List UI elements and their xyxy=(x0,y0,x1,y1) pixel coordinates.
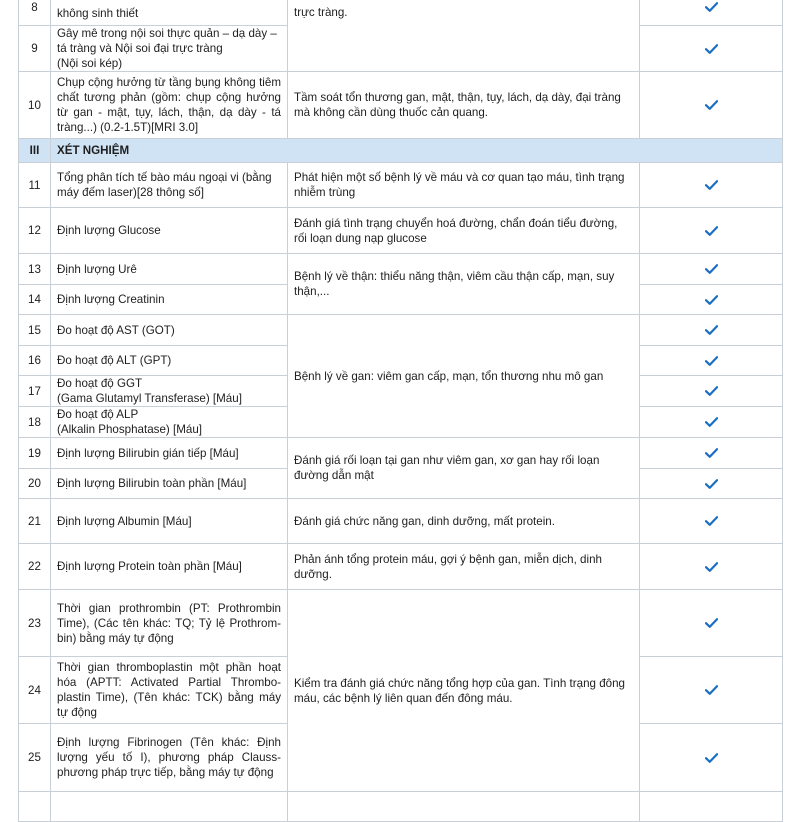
service-name: Định lượng Albumin [Máu] xyxy=(51,499,288,544)
row-number: 14 xyxy=(19,285,51,315)
row-number: 25 xyxy=(19,724,51,792)
service-purpose: Đánh giá chức năng gan, dinh dưỡng, mất protein. xyxy=(288,499,640,544)
service-name: Tổng phân tích tế bào máu ngoại vi (bằng máy đếm laser)[28 thông số] xyxy=(51,163,288,208)
service-name: Thời gian prothrombin (PT: Prothrombin Time), (Các tên khác: TQ; Tỷ lệ Prothrom-bin) bằng máy tự động xyxy=(51,590,288,657)
table-row xyxy=(19,590,783,657)
table-row xyxy=(19,72,783,139)
service-name: Định lượng Urê xyxy=(51,254,288,285)
checkmark-icon xyxy=(705,417,718,427)
service-purpose: Kiểm tra đánh giá chức năng tổng hợp của gan. Tình trạng đông máu, các bệnh lý liên quan đến đông máu. xyxy=(288,590,640,792)
service-purpose: Phát hiện một số bệnh lý về máu và cơ quan tạo máu, tình trạng nhiễm trùng xyxy=(288,163,640,208)
service-name: không sinh thiết xyxy=(51,0,288,26)
service-purpose: Đánh giá tình trạng chuyển hoá đường, chẩn đoán tiểu đường, rối loạn dung nạp glucose xyxy=(288,208,640,254)
row-number: 22 xyxy=(19,544,51,590)
service-purpose: Bệnh lý về thận: thiểu năng thận, viêm cầu thận cấp, mạn, suy thận,... xyxy=(288,254,640,315)
service-name: Định lượng Fibrinogen (Tên khác: Định lượng yếu tố I), phương pháp Clauss-phương pháp trực tiếp, bằng máy tự động xyxy=(51,724,288,792)
row-number: 9 xyxy=(19,26,51,72)
table-row xyxy=(19,208,783,254)
checkmark-icon xyxy=(705,44,718,54)
checkmark-icon xyxy=(705,618,718,628)
checkmark-icon xyxy=(705,516,718,526)
table-row xyxy=(19,499,783,544)
row-number: 15 xyxy=(19,315,51,346)
row-number: 12 xyxy=(19,208,51,254)
service-name: Định lượng Creatinin xyxy=(51,285,288,315)
section-title: XÉT NGHIỆM xyxy=(51,139,783,163)
service-name: Định lượng Protein toàn phần [Máu] xyxy=(51,544,288,590)
service-purpose: Phản ánh tổng protein máu, gợi ý bệnh gan, miễn dịch, dinh dưỡng. xyxy=(288,544,640,590)
service-purpose: trực tràng. xyxy=(288,0,640,72)
checkmark-icon xyxy=(705,264,718,274)
table-row xyxy=(19,544,783,590)
checkmark-icon xyxy=(705,448,718,458)
service-table xyxy=(18,0,783,822)
checkmark-icon xyxy=(705,180,718,190)
row-number: 10 xyxy=(19,72,51,139)
row-number: 17 xyxy=(19,376,51,407)
table-row xyxy=(19,163,783,208)
checkmark-icon xyxy=(705,100,718,110)
service-purpose: Bệnh lý về gan: viêm gan cấp, mạn, tổn thương nhu mô gan xyxy=(288,315,640,438)
service-name: Thời gian thromboplastin một phần hoạt hóa (APTT: Activated Partial Thrombo-plastin Time), (Tên khác: TCK) bằng máy tự động xyxy=(51,657,288,724)
service-name: Chụp cộng hưởng từ tầng bụng không tiêm chất tương phản (gồm: chụp cộng hưởng từ gan - mật, tụy, lách, thận, dạ dày - tá tràng...) (0.2-1.5T)[MRI 3.0] xyxy=(51,72,288,139)
row-number: 24 xyxy=(19,657,51,724)
checkmark-icon xyxy=(705,753,718,763)
service-name: Đo hoạt độ AST (GOT) xyxy=(51,315,288,346)
row-number: 16 xyxy=(19,346,51,376)
service-name: Đo hoạt độ ALT (GPT) xyxy=(51,346,288,376)
section-number: III xyxy=(19,139,51,163)
service-name: Định lượng Glucose xyxy=(51,208,288,254)
checkmark-icon xyxy=(705,295,718,305)
table-row-partial xyxy=(19,792,783,822)
checkmark-icon xyxy=(705,325,718,335)
row-number: 21 xyxy=(19,499,51,544)
row-number: 8 xyxy=(19,0,51,26)
service-name: Đo hoạt độ GGT (Gama Glutamyl Transferase) [Máu] xyxy=(51,376,288,407)
table-row xyxy=(19,0,783,26)
table-row xyxy=(19,254,783,285)
row-number: 20 xyxy=(19,469,51,499)
checkmark-icon xyxy=(705,562,718,572)
checkmark-icon xyxy=(705,356,718,366)
checkmark-icon xyxy=(705,479,718,489)
checkmark-icon xyxy=(705,685,718,695)
row-number: 13 xyxy=(19,254,51,285)
service-name: Định lượng Bilirubin toàn phần [Máu] xyxy=(51,469,288,499)
checkmark-icon xyxy=(705,2,718,12)
table-row xyxy=(19,315,783,346)
service-name: Đo hoạt độ ALP (Alkalin Phosphatase) [Máu] xyxy=(51,407,288,438)
checkmark-icon xyxy=(705,386,718,396)
row-number: 23 xyxy=(19,590,51,657)
table-row xyxy=(19,438,783,469)
section-header-row xyxy=(19,139,783,163)
row-number: 18 xyxy=(19,407,51,438)
row-number: 11 xyxy=(19,163,51,208)
row-number: 19 xyxy=(19,438,51,469)
checkmark-icon xyxy=(705,226,718,236)
service-name: Định lượng Bilirubin gián tiếp [Máu] xyxy=(51,438,288,469)
service-purpose: Tầm soát tổn thương gan, mật, thận, tụy, lách, dạ dày, đại tràng mà không cần dùng thuốc cản quang. xyxy=(288,72,640,139)
service-name: Gây mê trong nội soi thực quản – dạ dày – tá tràng và Nội soi đại trực tràng (Nội soi kép) xyxy=(51,26,288,72)
service-purpose: Đánh giá rối loạn tại gan như viêm gan, xơ gan hay rối loạn đường dẫn mật xyxy=(288,438,640,499)
